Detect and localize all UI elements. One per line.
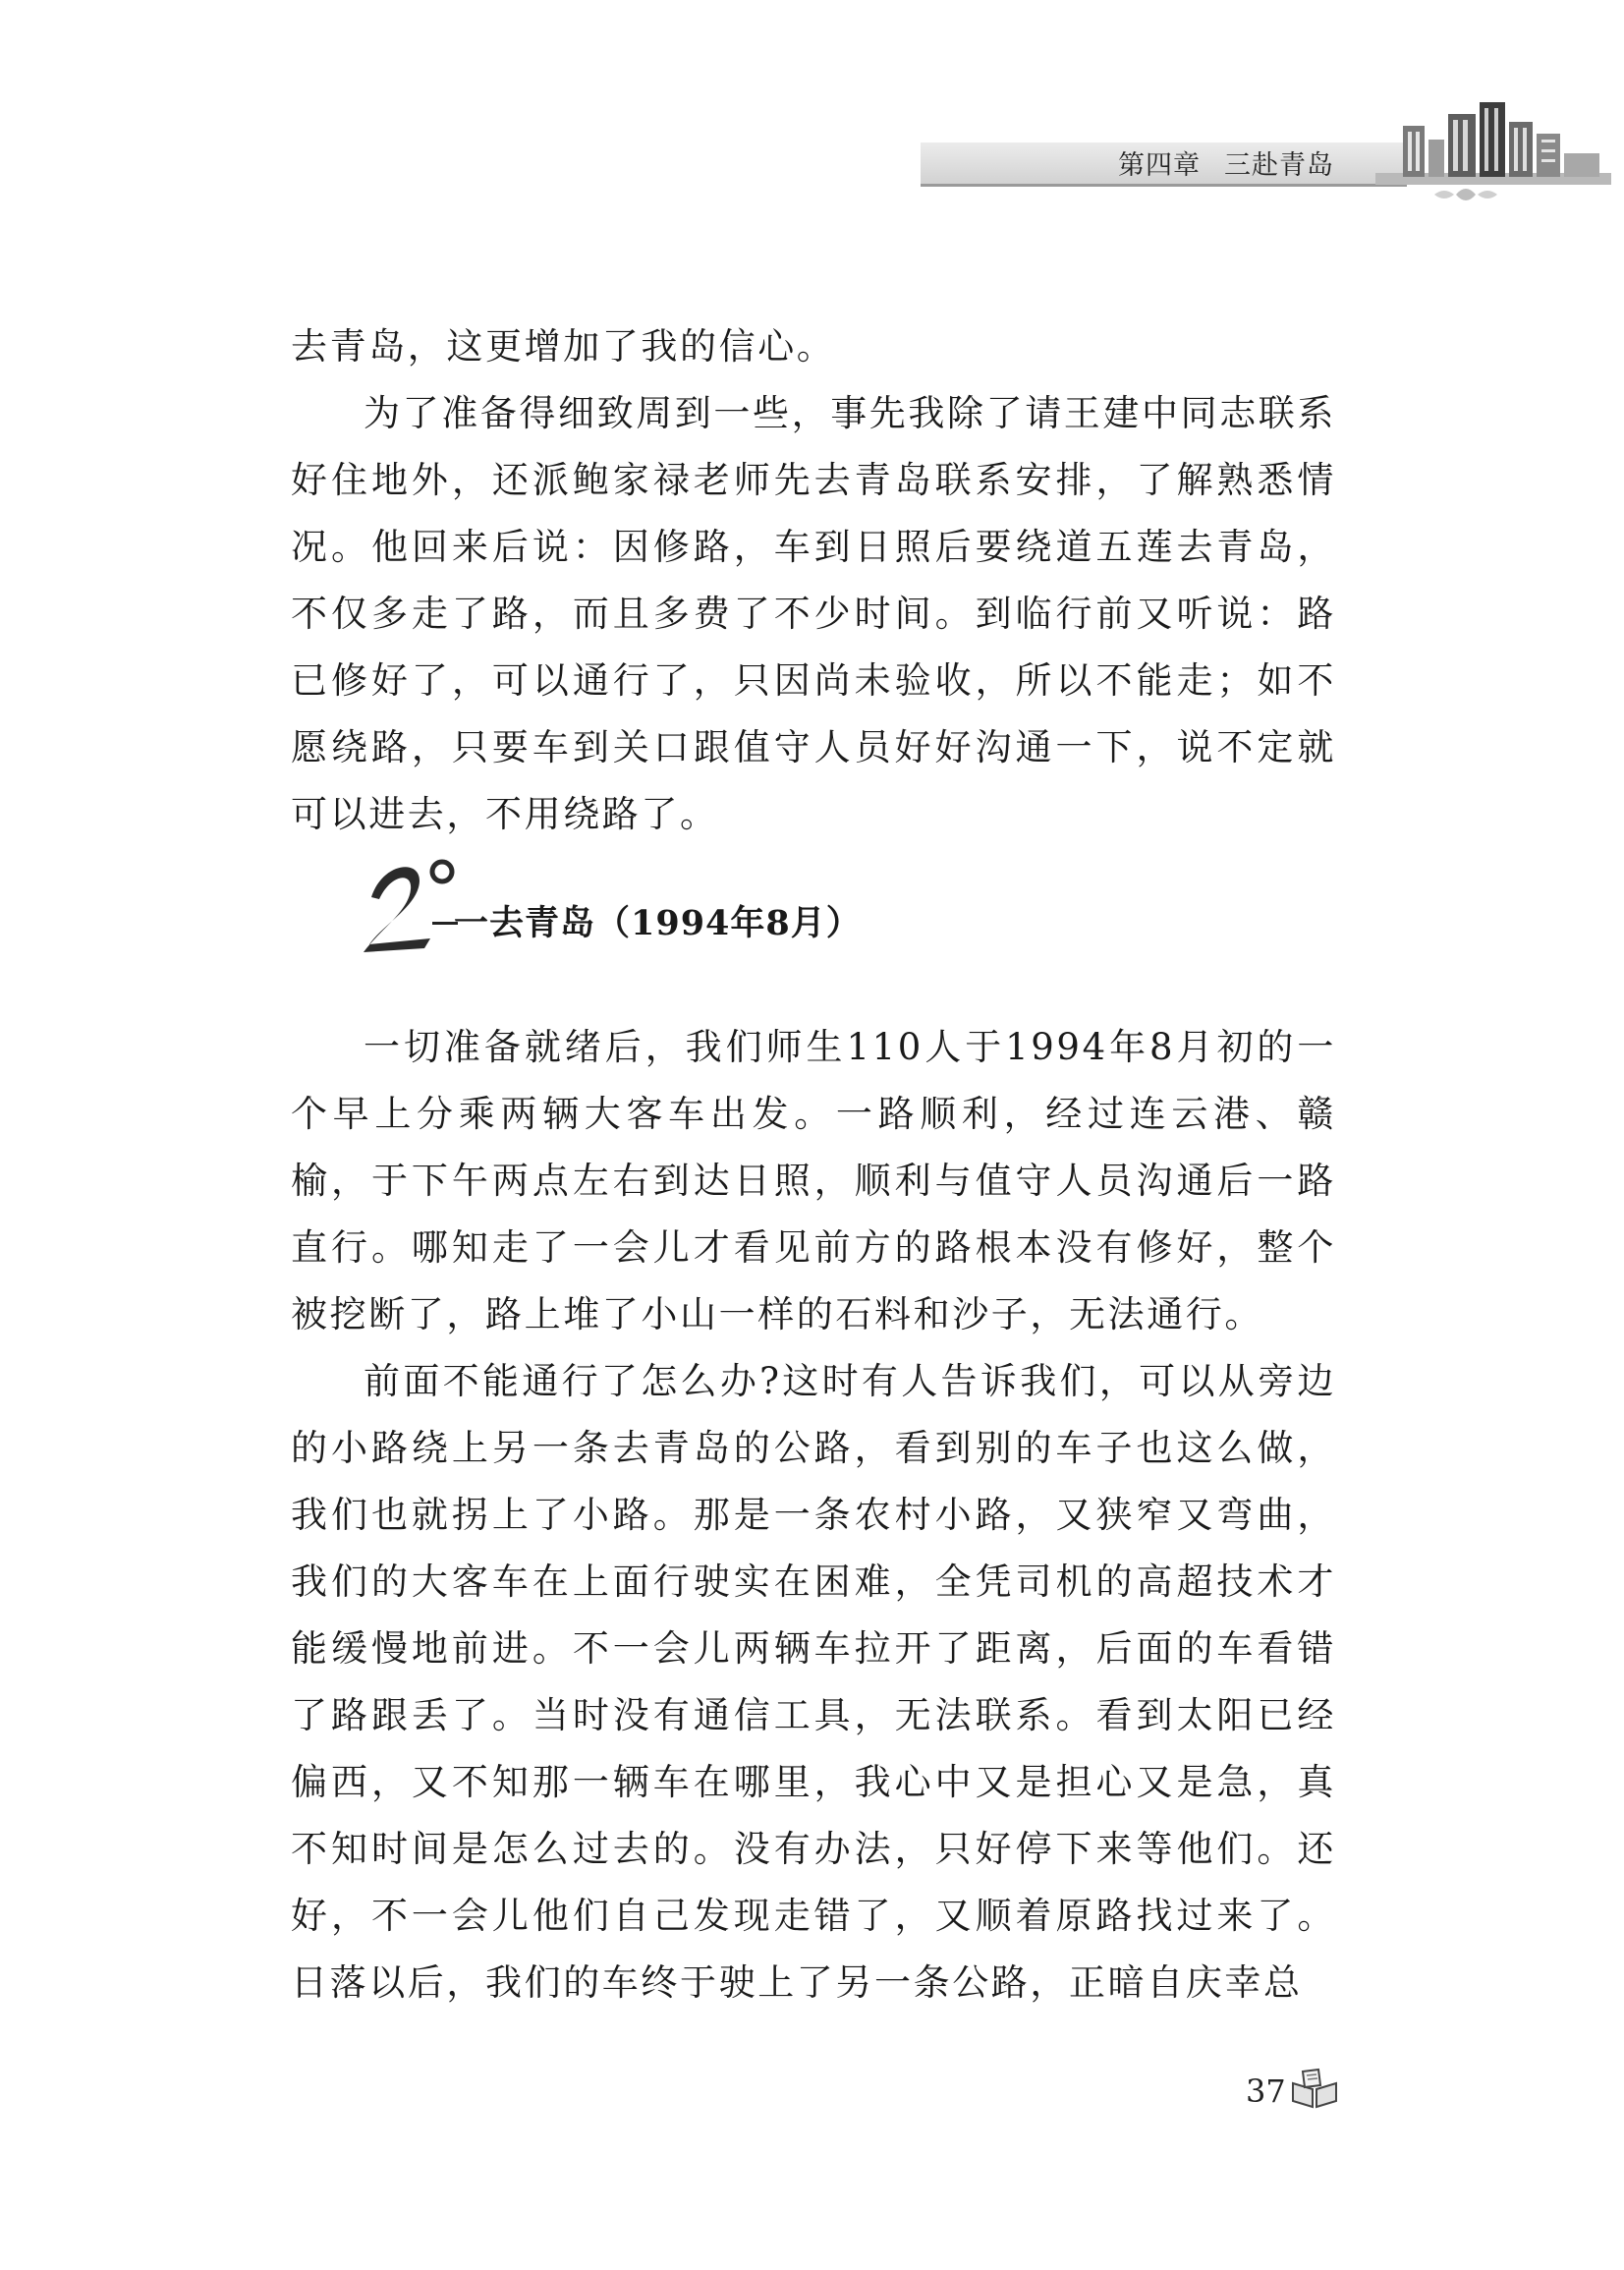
paragraph: 前面不能通行了怎么办?这时有人告诉我们，可以从旁边的小路绕上另一条去青岛的公路，看到别的车子也这么做，我们也就拐上了小路。那是一条农村小路，又狭窄又弯曲，我们的大客车在上面行驶实在困难，全凭司机的高超技术才能缓慢地前进。不一会儿两辆车拉开了距离，后面的车看错了路跟丢了。当时没有通信工具，无法联系。看到太阳已经偏西，又不知那一辆车在哪里，我心中又是担心又是急，真不知时间是怎么过去的。没有办法，只好停下来等他们。还好，不一会儿他们自己发现走错了，又顺着原路找过来了。日落以后，我们的车终于驶上了另一条公路，正暗自庆幸总 [291,1360,1336,2004]
open-book-icon [1289,2066,1340,2111]
city-skyline-icon [1375,96,1611,229]
running-header [1118,146,1334,186]
chapter-label: 第四章 [1118,150,1201,181]
paragraph: 一切准备就绪后，我们师生110人于1994年8月初的一个早上分乘两辆大客车出发。一路顺利，经过连云港、赣榆，于下午两点左右到达日照，顺利与值守人员沟通后一路直行。哪知走了一会儿才看见前方的路根本没有修好，整个被挖断了，路上堆了小山一样的石料和沙子，无法通行。 [291,1026,1336,1335]
section-title: 一去青岛（1994年8月） [454,903,862,943]
section-number-mark [362,850,460,958]
chapter-title: 三赴青岛 [1224,150,1334,181]
paragraph: 去青岛，这更增加了我的信心。 [291,325,836,368]
paragraph: 为了准备得细致周到一些，事先我除了请王建中同志联系好住地外，还派鲍家禄老师先去青岛联系安排，了解熟悉情况。他回来后说：因修路，车到日照后要绕道五莲去青岛，不仅多走了路，而且多费了不少时间。到临行前又听说：路已修好了，可以通行了，只因尚未验收，所以不能走；如不愿绕路，只要车到关口跟值守人员好好沟通一下，说不定就可以进去，不用绕路了。 [291,392,1336,835]
page-number: 37 [1246,2072,1286,2110]
